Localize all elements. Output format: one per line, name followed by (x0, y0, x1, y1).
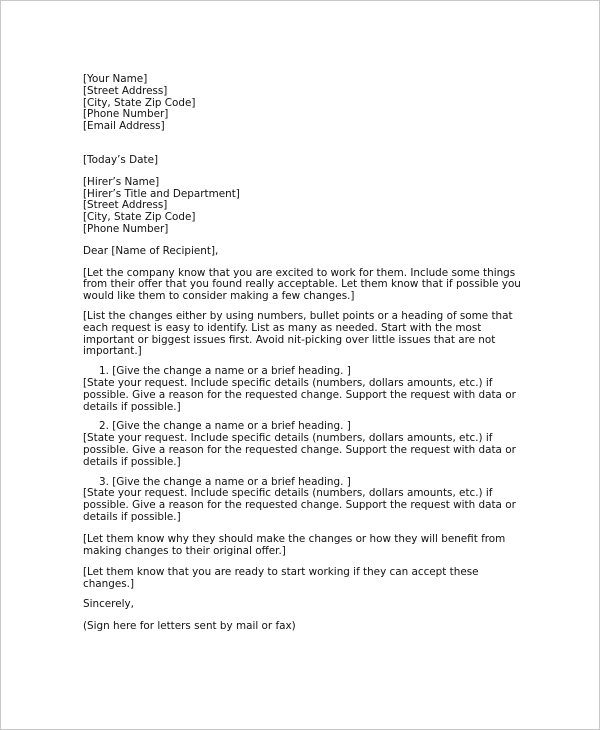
closing (83, 599, 523, 611)
change-item (83, 477, 523, 524)
intro-line: would like them to consider making a few changes.] (83, 290, 355, 303)
change-item-body-line: possible. Give a reason for the requested change. Support the request with data or (83, 443, 516, 456)
signature-note (83, 621, 523, 633)
closing-text: Sincerely, (83, 597, 134, 610)
sender-street: [Street Address] (83, 84, 168, 97)
sender-name: [Your Name] (83, 73, 148, 85)
benefit-paragraph (83, 534, 523, 558)
changes-intro-line: important or biggest issues first. Avoid nit-picking over little issues that are not (83, 333, 496, 346)
change-item-heading: 3. [Give the change a name or a brief heading. ] (99, 475, 351, 488)
recipient-address (83, 177, 523, 236)
ready-line: changes.] (83, 578, 135, 591)
benefit-line: making changes to their original offer.] (83, 544, 286, 557)
change-item-body-line: [State your request. Include specific details (numbers, dollars amounts, etc.) if (83, 487, 493, 500)
intro-line: from their offer that you found really acceptable. Let them know that if possible you (83, 278, 521, 291)
letter-date (83, 155, 523, 167)
change-item-heading: 1. [Give the change a name or a brief heading. ] (99, 365, 351, 378)
sender-email: [Email Address] (83, 120, 165, 133)
change-item (83, 366, 523, 413)
salutation (83, 246, 523, 258)
ready-paragraph (83, 567, 523, 591)
recipient-street: [Street Address] (83, 199, 168, 212)
change-item-body-line: [State your request. Include specific details (numbers, dollars amounts, etc.) if (83, 376, 493, 389)
salutation-text: Dear [Name of Recipient], (83, 244, 219, 257)
changes-intro-line: important.] (83, 345, 142, 358)
recipient-city: [City, State Zip Code] (83, 211, 196, 224)
changes-intro-line: each request is easy to identify. List as many as needed. Start with the most (83, 321, 482, 334)
change-item-heading: 2. [Give the change a name or a brief heading. ] (99, 420, 351, 433)
intro-line: [Let the company know that you are excited to work for them. Include some things (83, 266, 516, 279)
change-item (83, 421, 523, 468)
change-item-body-line: details if possible.] (83, 400, 181, 413)
intro-paragraph (83, 268, 523, 303)
date-text: [Today’s Date] (83, 153, 159, 166)
change-item-body-line: possible. Give a reason for the requested change. Support the request with data or (83, 499, 516, 512)
changes-intro-line: [List the changes either by using numbers, bullet points or a heading of some that (83, 309, 513, 322)
recipient-phone: [Phone Number] (83, 222, 169, 235)
change-item-body-line: [State your request. Include specific details (numbers, dollars amounts, etc.) if (83, 432, 493, 445)
sender-address (83, 74, 523, 133)
change-item-body-line: details if possible.] (83, 510, 181, 523)
signature-note-text: (Sign here for letters sent by mail or fax) (83, 619, 296, 632)
changes-intro-paragraph (83, 311, 523, 358)
recipient-name: [Hirer’s Name] (83, 175, 160, 188)
change-item-body-line: possible. Give a reason for the requested change. Support the request with data or (83, 388, 516, 401)
benefit-line: [Let them know why they should make the changes or how they will benefit from (83, 532, 506, 545)
recipient-title: [Hirer’s Title and Department] (83, 187, 240, 200)
sender-city: [City, State Zip Code] (83, 96, 196, 109)
change-item-body-line: details if possible.] (83, 455, 181, 468)
ready-line: [Let them know that you are ready to start working if they can accept these (83, 566, 479, 579)
letter-body (83, 74, 523, 632)
sender-phone: [Phone Number] (83, 108, 169, 121)
